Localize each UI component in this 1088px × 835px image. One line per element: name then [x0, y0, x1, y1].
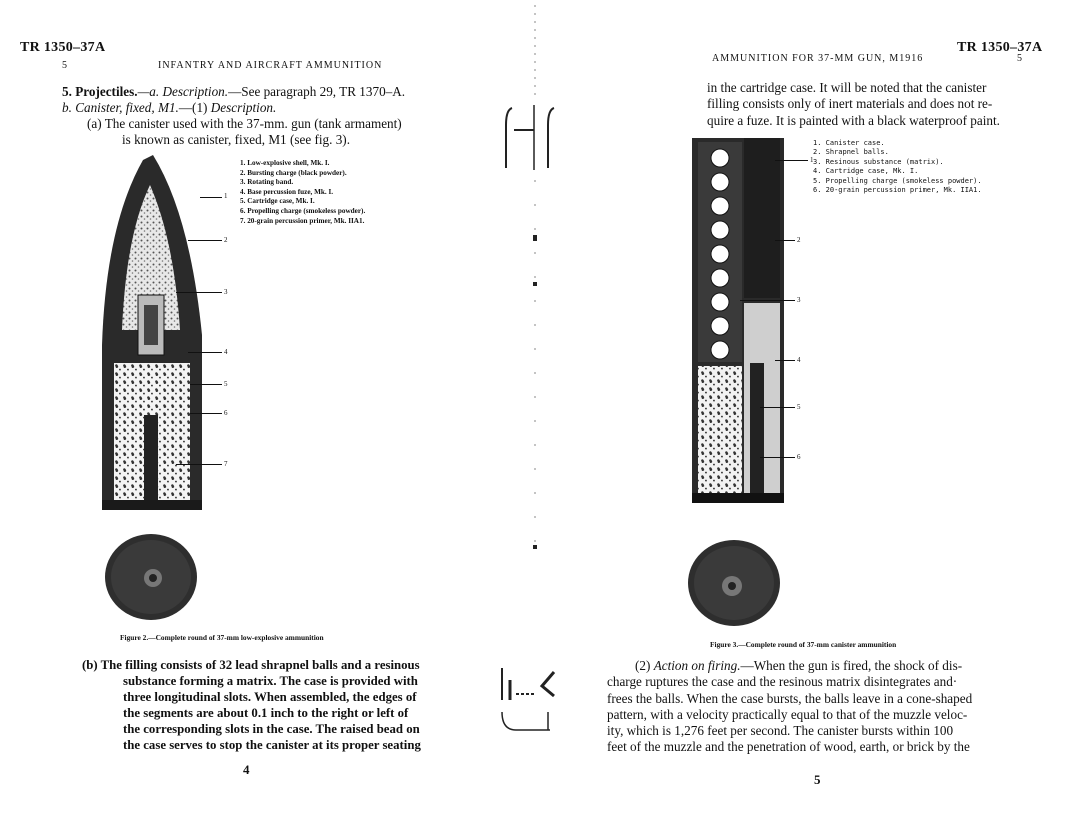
para-b-item-line-1: The filling consists of 32 lead shrapnel balls and a resinous [100, 658, 420, 672]
figure-3-illustration [692, 138, 784, 508]
callout-1: 1 [224, 192, 228, 200]
legend-item: 1. Low-explosive shell, Mk. I. [240, 159, 330, 167]
para-b-dash: —(1) [178, 100, 211, 115]
left-header-title: INFANTRY AND AIRCRAFT AMMUNITION [158, 60, 383, 71]
figure-2-illustration [98, 155, 230, 515]
para-b-item-line-3: three longitudinal slots. When assembled, the edges of [123, 690, 417, 704]
gutter-marks [490, 0, 580, 835]
legend-item: 1. Canister case. [813, 139, 885, 147]
callout-4: 4 [224, 348, 228, 356]
left-header-section: 5 [62, 60, 68, 71]
callout-5: 5 [224, 380, 228, 388]
figure-2-caption: Figure 2.—Complete round of 37-mm low-explosive ammunition [120, 633, 324, 642]
figure-2-base-view [103, 532, 199, 622]
para-2-line-5: feet of the muzzle and the penetration of wood, earth, or brick by the [607, 739, 970, 755]
legend-item: 6. 20-grain percussion primer, Mk. IIA1. [813, 186, 982, 195]
para-2-line-2: frees the balls. When the case bursts, the balls leave in a cone-shaped [607, 690, 973, 706]
callout-7: 7 [224, 460, 228, 468]
callout-2: 2 [224, 236, 228, 244]
para-5-heading: Projectiles. [75, 84, 138, 99]
legend-item: 3. Resinous substance (matrix). [813, 157, 944, 166]
para-a-item [87, 116, 467, 149]
para-2-first: —When the gun is fired, the shock of dis- [740, 658, 963, 673]
legend-item: 5. Cartridge case, Mk. I. [240, 197, 315, 206]
para-2-title: Action on firing. [653, 658, 741, 673]
para-b-label: b. [62, 100, 76, 115]
right-page-number: 5 [814, 772, 821, 787]
para-2-line-4: ity, which is 1,276 feet per second. The canister bursts within 100 [607, 723, 954, 739]
figure-3-caption: Figure 3.—Complete round of 37-mm canister ammunition [710, 640, 897, 649]
legend-item: 2. Bursting charge (black powder). [240, 168, 347, 177]
callout-2: 2 [797, 236, 801, 244]
legend-item: 4. Base percussion fuze, Mk. I. [240, 187, 334, 196]
para-2-line-3: pattern, with a velocity practically equal to that of the muzzle veloc- [607, 706, 968, 722]
para-a-item-text2: is known as canister, fixed, M1 (see fig. 3). [122, 132, 350, 148]
para-5-number: 5. [62, 84, 72, 99]
left-page-number: 4 [243, 762, 250, 777]
right-intro [707, 80, 1047, 129]
para-a-item-label: (a) [87, 116, 102, 131]
para-b-item-line-6: the case serves to stop the canister at its proper seating [123, 738, 421, 752]
para-2-line-1: charge ruptures the case and the resinous matrix disintegrates and· [607, 674, 958, 690]
right-header-id: TR 1350–37A [957, 40, 1043, 55]
para-b-item-line-4: the segments are about 0.1 inch to the right or left of [123, 706, 409, 720]
right-header-section: 5 [1017, 53, 1023, 64]
legend-item: 6. Propelling charge (smokeless powder). [240, 206, 366, 215]
para-5-a-desc: Description. [162, 84, 229, 99]
right-header-title: AMMUNITION FOR 37-MM GUN, M1916 [712, 53, 924, 64]
legend-item: 7. 20-grain percussion primer, Mk. IIA1. [240, 216, 365, 225]
figure-2-legend [240, 159, 430, 226]
legend-item: 3. Rotating band. [240, 178, 294, 187]
para-5-a-rest: —See paragraph 29, TR 1370–A. [228, 84, 406, 99]
callout-6: 6 [224, 409, 228, 417]
callout-3: 3 [797, 296, 801, 304]
legend-item: 2. Shrapnel balls. [813, 148, 889, 157]
callout-1: 1 [810, 156, 814, 164]
intro-line-2: filling consists only of inert materials and does not re- [707, 96, 993, 112]
callout-3: 3 [224, 288, 228, 296]
para-b-item [82, 657, 462, 753]
para-2 [607, 658, 1037, 756]
para-b-desc: Description. [210, 100, 277, 115]
para-a-item-text1: The canister used with the 37-mm. gun (tank armament) [104, 116, 402, 131]
para-2-label: (2) [635, 658, 654, 673]
figure-3-base-view [686, 538, 782, 628]
left-header-id: TR 1350–37A [20, 40, 106, 55]
para-b-line [62, 100, 462, 116]
para-b-title: Canister, fixed, M1. [75, 100, 179, 115]
callout-5: 5 [797, 403, 801, 411]
figure-3-legend [813, 139, 1013, 195]
para-b-item-line-5: the corresponding slots in the case. The raised bead on [123, 722, 420, 736]
intro-line-1: in the cartridge case. It will be noted that the canister [707, 80, 987, 95]
para-5-a: —a. [137, 84, 163, 99]
legend-item: 5. Propelling charge (smokeless powder). [813, 176, 982, 185]
para-b-item-label: (b) [82, 658, 98, 672]
callout-6: 6 [797, 453, 801, 461]
intro-line-3: quire a fuze. It is painted with a black waterproof paint. [707, 112, 1000, 128]
para-5-line [62, 84, 462, 100]
callout-4: 4 [797, 356, 801, 364]
para-b-item-line-2: substance forming a matrix. The case is provided with [123, 674, 418, 688]
legend-item: 4. Cartridge case, Mk. I. [813, 167, 919, 176]
